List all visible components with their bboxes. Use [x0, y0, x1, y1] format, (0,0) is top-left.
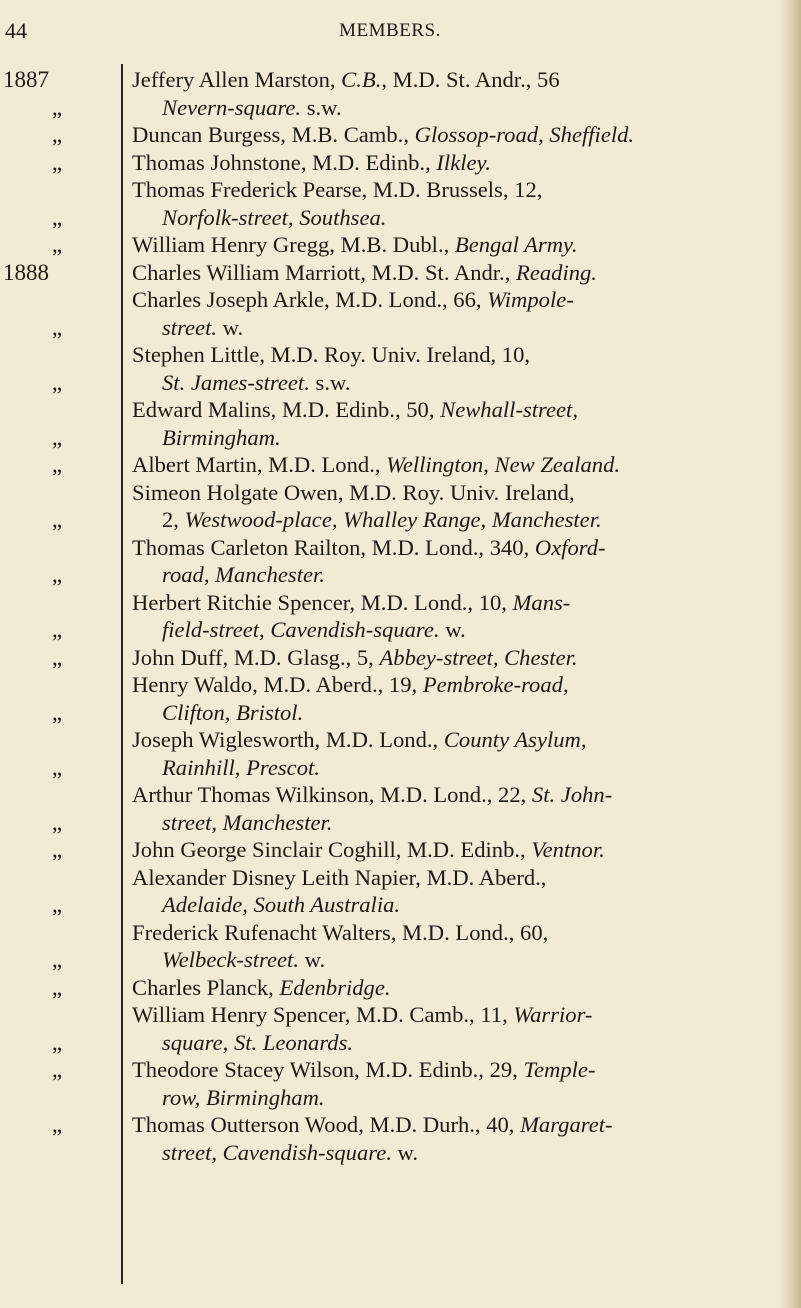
ditto-mark: „ [51, 232, 63, 257]
entry-address-italic: Norfolk-street, Southsea. [162, 204, 387, 230]
ditto-mark [0, 479, 118, 507]
ditto-mark: „ [51, 809, 63, 835]
member-entry-line [132, 66, 772, 94]
entry-address-italic: Rainhill, Prescot. [162, 754, 320, 780]
entry-address-line [132, 616, 772, 644]
member-entry-line [132, 1111, 772, 1139]
ditto-mark: „ [51, 452, 63, 477]
entry-text: Simeon Holgate Owen, M.D. Roy. Univ. Ireland, [132, 479, 575, 505]
entry-text: Herbert Ritchie Spencer, M.D. Lond., 10, [132, 589, 513, 615]
entry-text-suffix: s.w. [309, 369, 351, 395]
ditto-mark: „ [51, 754, 63, 780]
ditto-mark: „ [51, 1112, 63, 1137]
entry-text: Thomas Carleton Railton, M.D. Lond., 340, [132, 534, 535, 560]
entry-text: Theodore Stacey Wilson, M.D. Edinb., 29, [132, 1057, 524, 1082]
entry-address-italic: Newhall-street, [440, 397, 578, 422]
member-entry-line [132, 341, 772, 369]
entry-address-line [132, 94, 772, 122]
ditto-mark [0, 781, 118, 809]
entry-text: 2, [162, 507, 185, 532]
entry-address-line [132, 1084, 772, 1112]
member-entry-line [132, 864, 772, 892]
ditto-mark: „ [51, 974, 63, 1000]
running-title: MEMBERS. [339, 20, 441, 41]
ditto-mark: „ [51, 424, 63, 450]
entry-address-italic: Oxford- [534, 534, 606, 560]
entry-text: John Duff, M.D. Glasg., 5, [132, 644, 380, 670]
ditto-mark: „ [51, 1029, 63, 1055]
entry-text: Henry Waldo, M.D. Aberd., 19, [132, 672, 423, 697]
member-entry-line [132, 1056, 772, 1084]
entry-text: William Henry Spencer, M.D. Camb., 11, [132, 1002, 514, 1027]
year-label: 1887 [3, 67, 49, 92]
entry-address-line [132, 699, 772, 727]
entry-text: Thomas Outterson Wood, M.D. Durh., 40, [132, 1112, 521, 1137]
year-label: 1888 [3, 259, 49, 285]
entry-text: Thomas Frederick Pearse, M.D. Brussels, 12, [132, 177, 543, 202]
ditto-mark: „ [51, 94, 63, 120]
ditto-mark [0, 1139, 118, 1167]
entry-text: Joseph Wiglesworth, M.D. Lond., [132, 727, 444, 752]
ditto-mark: „ [51, 892, 63, 917]
ditto-mark: „ [51, 562, 63, 587]
entry-text: Thomas Johnstone, M.D. Edinb., [132, 149, 437, 175]
entry-address-line [132, 754, 772, 782]
entry-address-italic: Glossop-road, Sheffield. [414, 122, 635, 147]
ditto-mark [0, 671, 118, 699]
entry-address-italic: St. James-street. [162, 369, 310, 395]
entry-address-italic: row, Birmingham. [162, 1084, 325, 1110]
member-entry-line [132, 726, 772, 754]
entry-text-suffix: w. [391, 1139, 419, 1165]
ditto-mark [0, 864, 118, 892]
entry-address-italic: Ventnor. [531, 837, 605, 862]
ditto-mark: „ [51, 507, 63, 532]
entry-text: John George Sinclair Coghill, M.D. Edinb., [132, 837, 532, 862]
member-entry-line [132, 286, 772, 314]
member-entry-line [132, 534, 772, 562]
ditto-mark [0, 286, 118, 314]
entry-address-italic: street. [162, 314, 218, 340]
year-column [0, 66, 118, 1166]
entry-address-italic: square, St. Leonards. [162, 1029, 354, 1055]
entry-address-italic: Ilkley. [436, 149, 491, 175]
member-entry-line [132, 919, 772, 947]
page-number: 44 [5, 18, 27, 43]
entry-address-italic: Adelaide, South Australia. [162, 892, 401, 917]
page-header [0, 0, 780, 44]
entry-address-italic: C.B. [341, 67, 382, 92]
ditto-mark [0, 534, 118, 562]
member-entry-line [132, 231, 772, 259]
member-entry-line [132, 974, 772, 1002]
member-entry-line [132, 836, 772, 864]
entry-address-italic: Warrior- [513, 1002, 593, 1027]
entry-address-italic: street, Manchester. [162, 809, 333, 835]
entry-text-suffix: s.w. [301, 94, 342, 120]
entry-address-italic: Westwood-place, Whalley Range, Manchester. [184, 507, 602, 532]
entry-address-line [132, 314, 772, 342]
entry-address-italic: Clifton, Bristol. [162, 699, 304, 725]
entry-address-italic: Nevern-square. [162, 94, 302, 120]
ditto-mark: „ [51, 204, 63, 230]
page-edge-shadow [779, 0, 801, 1308]
entry-text: Stephen Little, M.D. Roy. Univ. Ireland, 10, [132, 342, 531, 367]
entry-address-line [132, 1139, 772, 1167]
entry-text: Edward Malins, M.D. Edinb., 50, [132, 397, 441, 422]
ditto-mark: „ [51, 1057, 63, 1082]
ditto-mark [0, 1001, 118, 1029]
ditto-mark: „ [51, 947, 63, 972]
entry-text-suffix: , M.D. St. Andr., 56 [381, 67, 560, 92]
entry-address-line [132, 946, 772, 974]
entry-text: Alexander Disney Leith Napier, M.D. Aberd., [132, 864, 547, 890]
entry-address-line [132, 424, 772, 452]
entry-address-line [132, 561, 772, 589]
member-entry-line [132, 396, 772, 424]
entry-address-line [132, 809, 772, 837]
entry-text-suffix: w. [298, 947, 326, 972]
ditto-mark: „ [51, 699, 63, 725]
ditto-mark: „ [51, 149, 63, 175]
member-entry-line [132, 149, 772, 177]
ditto-mark [0, 726, 118, 754]
ditto-mark [0, 396, 118, 424]
ditto-mark [0, 589, 118, 617]
entry-address-italic: field-street, Cavendish-square. [162, 617, 440, 642]
entry-address-italic: Wellington, New Zealand. [386, 452, 621, 477]
entry-address-italic: Edenbridge. [279, 974, 391, 1000]
entry-address-italic: Birmingham. [162, 424, 281, 450]
entry-address-italic: Pembroke-road, [422, 672, 569, 697]
member-entry-line [132, 176, 772, 204]
entry-text: Charles Planck, [132, 974, 280, 1000]
ditto-mark [0, 919, 118, 947]
member-entry-line [132, 1001, 772, 1029]
member-entry-line [132, 589, 772, 617]
member-list [132, 66, 772, 1166]
ditto-mark [0, 1084, 118, 1112]
entry-text: Charles Joseph Arkle, M.D. Lond., 66, [132, 287, 488, 312]
member-entry-line [132, 479, 772, 507]
entry-address-italic: Abbey-street, Chester. [379, 644, 578, 670]
ditto-mark: „ [51, 122, 63, 147]
entry-text: Duncan Burgess, M.B. Camb., [132, 122, 415, 147]
entry-address-line [132, 891, 772, 919]
member-entry-line [132, 121, 772, 149]
entry-address-italic: Mans- [512, 589, 571, 615]
entry-text: William Henry Gregg, M.B. Dubl., [132, 232, 455, 257]
entry-address-italic: Welbeck-street. [162, 947, 299, 972]
entry-address-italic: Temple- [523, 1057, 596, 1082]
entry-address-italic: Reading. [516, 259, 597, 285]
entry-address-line [132, 506, 772, 534]
entry-address-italic: street, Cavendish-square. [162, 1139, 392, 1165]
ditto-mark [0, 176, 118, 204]
ditto-mark: „ [51, 617, 63, 642]
member-entry-line [132, 781, 772, 809]
member-entry-line [132, 671, 772, 699]
ditto-mark: „ [51, 837, 63, 862]
column-rule [121, 64, 123, 1284]
entry-text: Albert Martin, M.D. Lond., [132, 452, 387, 477]
entry-address-italic: St. John- [531, 782, 613, 807]
entry-address-line [132, 1029, 772, 1057]
ditto-mark: „ [51, 369, 63, 395]
member-entry-line [132, 451, 772, 479]
entry-text-suffix: w. [217, 314, 244, 340]
entry-address-italic: County Asylum, [443, 727, 587, 752]
entry-text: Arthur Thomas Wilkinson, M.D. Lond., 22, [132, 782, 532, 807]
ditto-mark: „ [51, 644, 63, 670]
member-entry-line [132, 259, 772, 287]
entry-text-suffix: w. [439, 617, 466, 642]
entry-address-line [132, 204, 772, 232]
entry-address-line [132, 369, 772, 397]
entry-text: Jeffery Allen Marston, [132, 67, 342, 92]
ditto-mark [0, 341, 118, 369]
entry-address-italic: Wimpole- [487, 287, 574, 312]
entry-text: Frederick Rufenacht Walters, M.D. Lond., 60, [132, 919, 549, 945]
entry-address-italic: Margaret- [520, 1112, 613, 1137]
entry-address-italic: road, Manchester. [162, 562, 325, 587]
entry-address-italic: Bengal Army. [454, 232, 578, 257]
member-entry-line [132, 644, 772, 672]
entry-text: Charles William Marriott, M.D. St. Andr., [132, 259, 517, 285]
ditto-mark: „ [51, 314, 63, 340]
